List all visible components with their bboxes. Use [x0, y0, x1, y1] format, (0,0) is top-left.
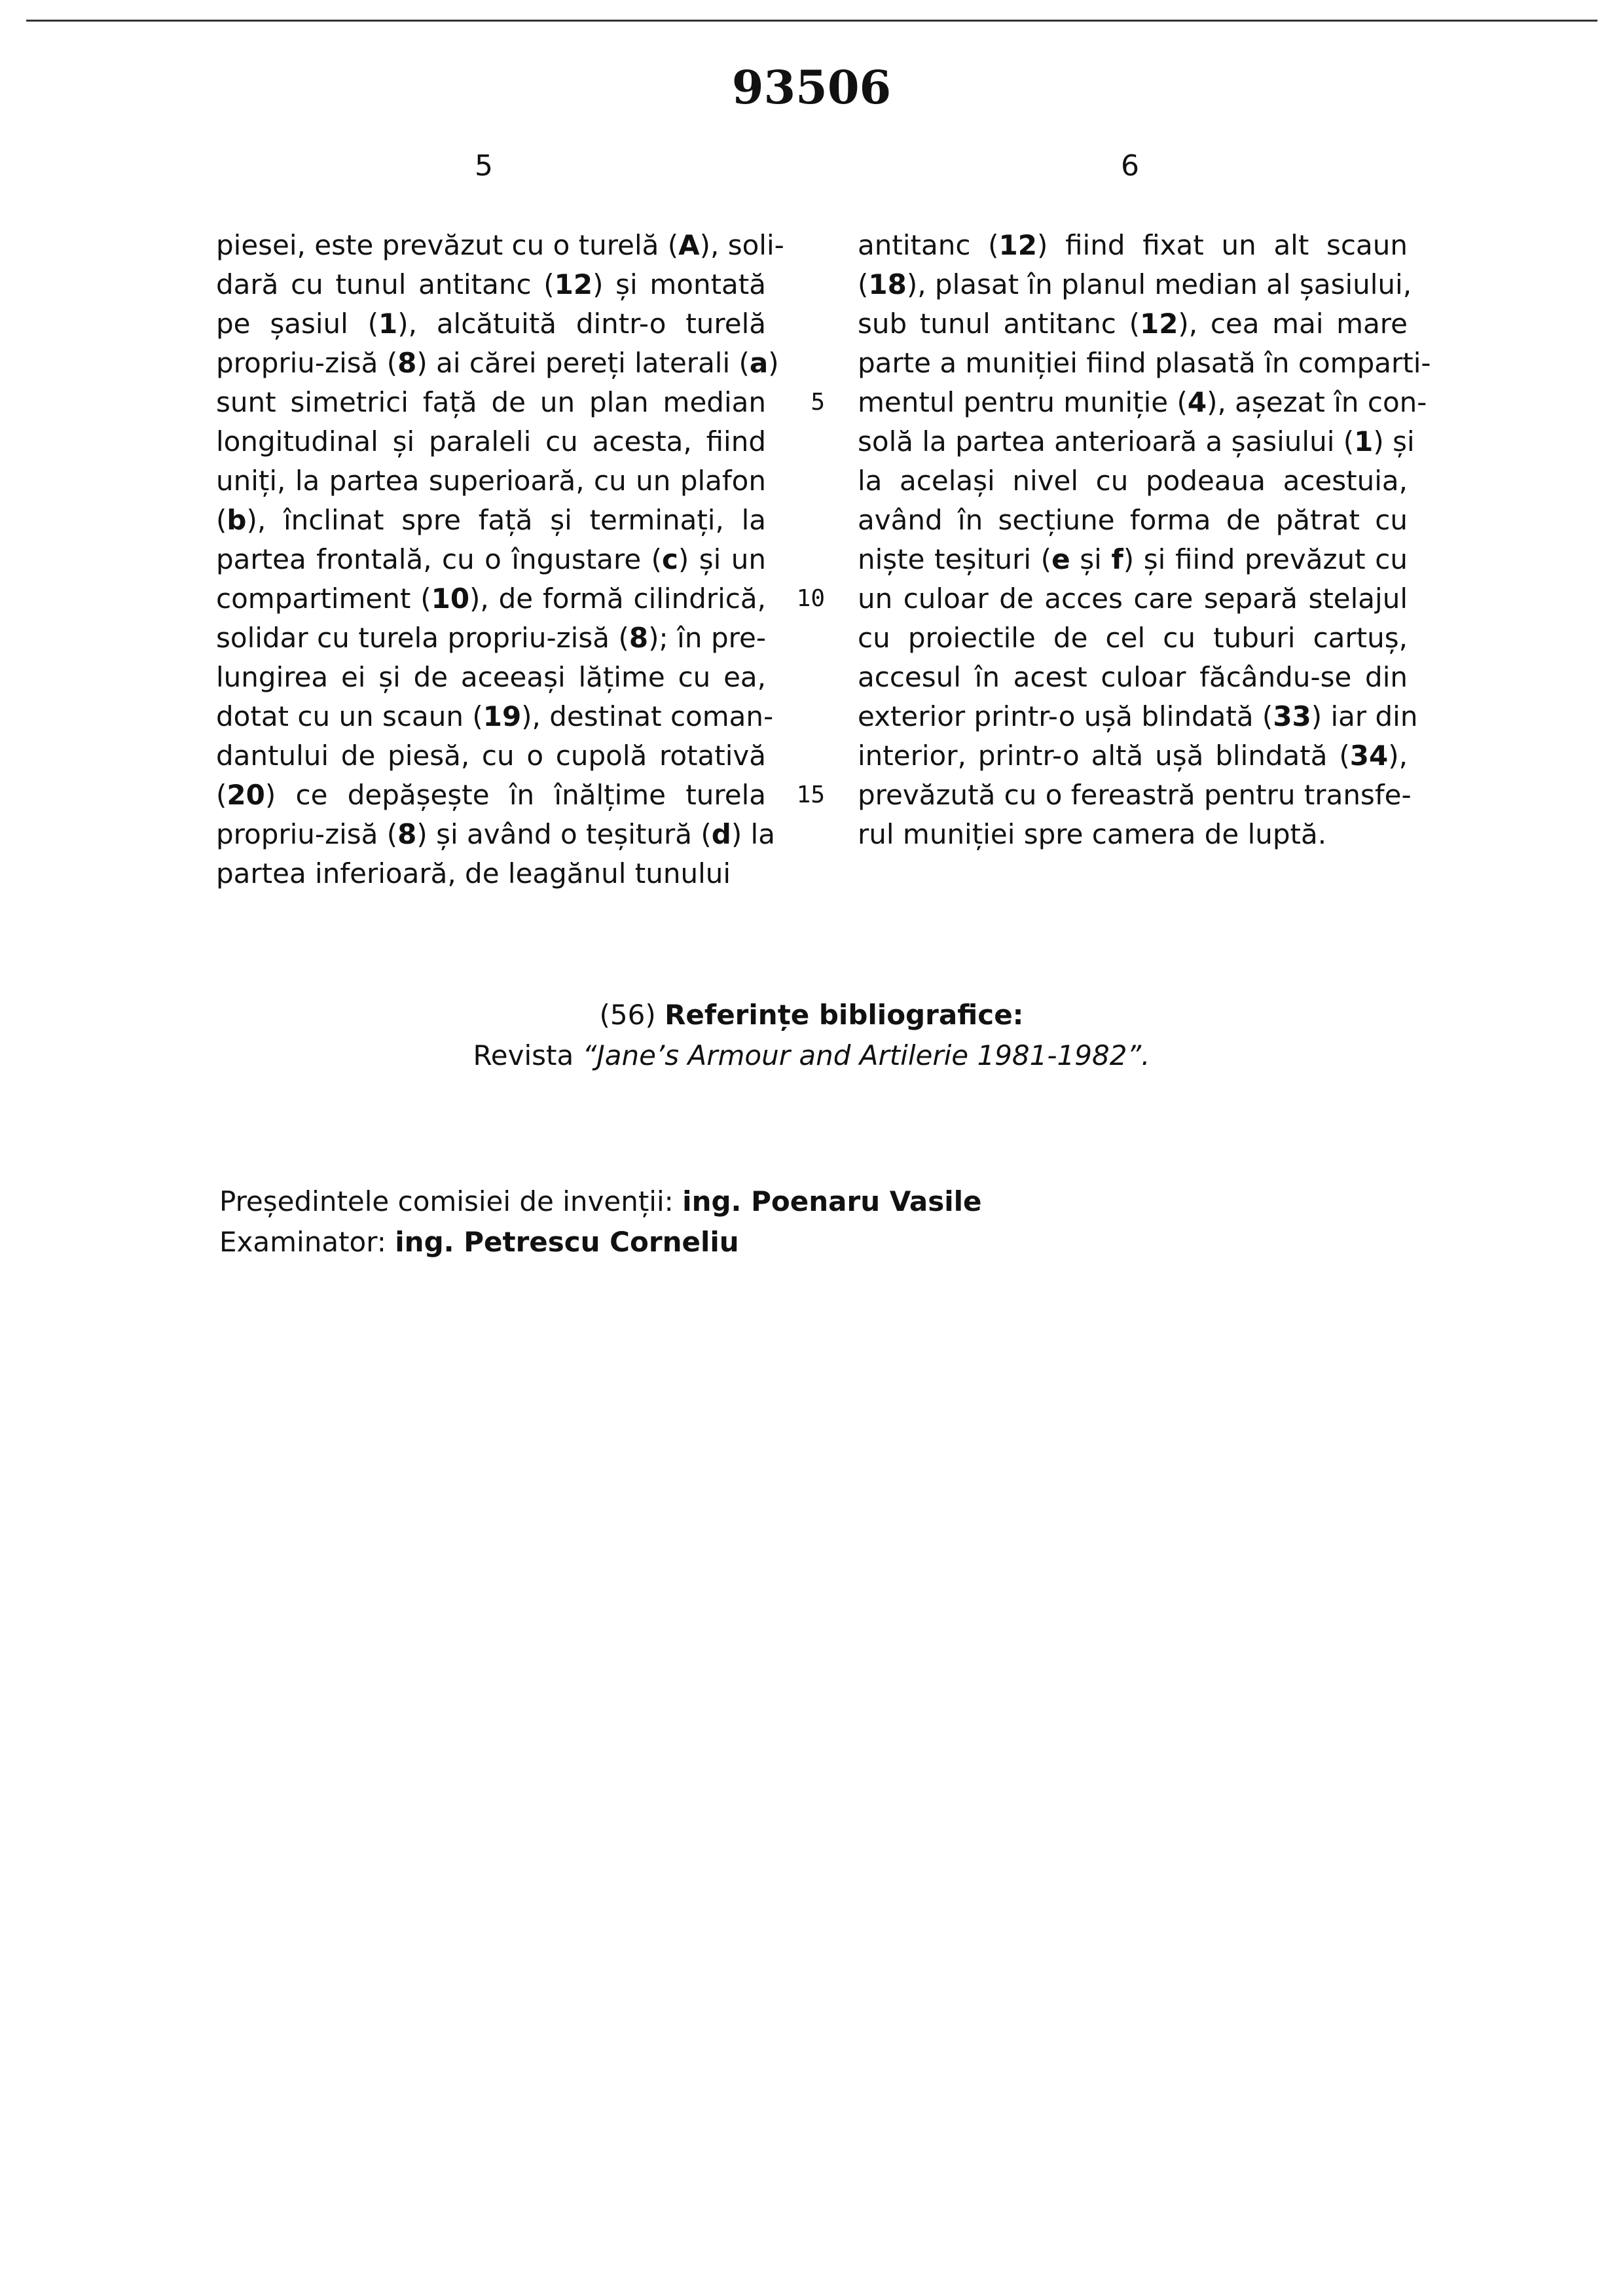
text-segment: niște teșituri ( — [858, 543, 1052, 575]
text-segment: sub tunul antitanc ( — [858, 308, 1140, 340]
text-segment: lungirea ei și de aceeași lățime cu ea, — [216, 661, 766, 693]
text-segment: ) și având o teșitură ( — [416, 818, 712, 850]
reference-numeral: 12 — [554, 268, 593, 300]
text-segment: ), așezat în con- — [1207, 386, 1427, 418]
examiner-name: ing. Petrescu Corneliu — [395, 1226, 739, 1258]
line-marker-15: 15 — [796, 781, 825, 808]
left-column-line — [216, 619, 766, 658]
text-segment: la același nivel cu podeaua acestuia, — [858, 465, 1408, 497]
text-segment: parte a muniției fiind plasată în comparti- — [858, 347, 1431, 379]
text-segment: ), destinat coman- — [521, 700, 774, 732]
text-segment: ) și montată — [593, 268, 766, 300]
right-column-line — [858, 501, 1408, 540]
right-column-line — [858, 697, 1418, 736]
citation-title: “Jane’s Armour and Artilerie 1981-1982”. — [582, 1039, 1150, 1071]
text-segment: partea inferioară, de leagănul tunului — [216, 857, 731, 889]
left-column-line — [216, 815, 775, 854]
text-segment: ) — [768, 347, 779, 379]
right-column-line — [858, 736, 1408, 776]
text-segment: ), alcătuită dintr-o turelă — [397, 308, 766, 340]
references-title: Referințe bibliografice: — [665, 999, 1024, 1031]
text-segment: accesul în acest culoar făcându-se din — [858, 661, 1408, 693]
reference-numeral: 1 — [378, 308, 398, 340]
text-segment: ); în pre- — [648, 622, 766, 654]
text-segment: și — [1070, 543, 1112, 575]
left-column-line — [216, 854, 766, 893]
right-column-line — [858, 815, 1408, 854]
reference-numeral: a — [749, 347, 769, 379]
reference-numeral: 4 — [1187, 386, 1207, 418]
text-segment: sunt simetrici față de un plan median — [216, 386, 766, 418]
reference-numeral: b — [227, 504, 247, 536]
reference-numeral: 8 — [397, 347, 417, 379]
president-name: ing. Poenaru Vasile — [682, 1185, 982, 1217]
text-segment: cu proiectile de cel cu tuburi cartuș, — [858, 622, 1408, 654]
text-segment: compartiment ( — [216, 583, 431, 615]
text-segment: antitanc ( — [858, 229, 999, 261]
reference-numeral: 34 — [1349, 740, 1389, 772]
examiner-label: Examinator: — [219, 1226, 386, 1258]
text-segment: exterior printr-o ușă blindată ( — [858, 700, 1273, 732]
right-column-line — [858, 579, 1408, 619]
reference-numeral: e — [1051, 543, 1070, 575]
left-column-line — [216, 304, 766, 344]
text-segment: ) ce depășește în înălțime turela — [264, 779, 766, 811]
right-column-line — [858, 304, 1408, 344]
president-line — [219, 1181, 982, 1222]
reference-numeral: c — [662, 543, 678, 575]
reference-numeral: 10 — [431, 583, 470, 615]
left-column-line — [216, 736, 766, 776]
references-citation — [0, 1035, 1623, 1076]
line-marker-5: 5 — [811, 389, 825, 416]
right-column-line — [858, 383, 1427, 422]
reference-numeral: 20 — [227, 779, 265, 811]
references-heading — [0, 995, 1623, 1035]
text-segment: partea frontală, cu o îngustare ( — [216, 543, 662, 575]
examiner-line — [219, 1222, 982, 1263]
text-segment: ) fiind fixat un alt scaun — [1036, 229, 1408, 261]
text-segment: ) și fiind prevăzut cu — [1123, 543, 1408, 575]
president-label: Președintele comisiei de invenții: — [219, 1185, 674, 1217]
top-rule — [26, 20, 1597, 22]
text-segment: longitudinal și paraleli cu acesta, fiind — [216, 425, 766, 457]
text-segment: ), înclinat spre față și terminați, la — [246, 504, 766, 536]
text-segment: ), de formă cilindrică, — [469, 583, 766, 615]
right-column-line — [858, 619, 1408, 658]
text-segment: prevăzută cu o fereastră pentru transfe- — [858, 779, 1412, 811]
patent-number: 93506 — [731, 60, 892, 115]
text-segment: dotat cu un scaun ( — [216, 700, 483, 732]
reference-numeral: 12 — [1139, 308, 1178, 340]
left-column-line — [216, 579, 766, 619]
left-column-line — [216, 226, 784, 265]
column-number-left: 5 — [475, 149, 493, 183]
text-segment: ( — [216, 504, 227, 536]
left-column-line — [216, 344, 779, 383]
reference-numeral: A — [678, 229, 700, 261]
right-column-line — [858, 461, 1408, 501]
credits-section — [219, 1181, 982, 1263]
text-segment: propriu-zisă ( — [216, 347, 398, 379]
text-segment: ) iar din — [1311, 700, 1418, 732]
right-column-line — [858, 265, 1412, 304]
reference-numeral: 1 — [1354, 425, 1374, 457]
right-column-line — [858, 658, 1408, 697]
text-segment: pe șasiul ( — [216, 308, 379, 340]
references-code: (56) — [599, 999, 656, 1031]
left-column-line — [216, 461, 766, 501]
left-column-line — [216, 697, 774, 736]
left-column-line — [216, 383, 766, 422]
right-text-column — [858, 226, 1431, 854]
left-column-line — [216, 540, 766, 579]
text-segment: solă la partea anterioară a șasiului ( — [858, 425, 1355, 457]
text-segment: solidar cu turela propriu-zisă ( — [216, 622, 629, 654]
left-column-line — [216, 422, 766, 461]
text-segment: interior, printr-o altă ușă blindată ( — [858, 740, 1350, 772]
text-segment: ( — [858, 268, 869, 300]
text-segment: ) și — [1373, 425, 1415, 457]
text-segment: ) și un — [678, 543, 766, 575]
text-segment: rul muniției spre camera de luptă. — [858, 818, 1327, 850]
references-section — [0, 995, 1623, 1076]
text-segment: ) ai cărei pereți laterali ( — [416, 347, 750, 379]
right-column-line — [858, 344, 1431, 383]
text-segment: ), cea mai mare — [1178, 308, 1408, 340]
citation-prefix: Revista — [473, 1039, 574, 1071]
text-segment: propriu-zisă ( — [216, 818, 398, 850]
text-segment: ) la — [731, 818, 775, 850]
text-segment: piesei, este prevăzut cu o turelă ( — [216, 229, 679, 261]
reference-numeral: 18 — [868, 268, 907, 300]
left-column-line — [216, 776, 766, 815]
text-segment: ), plasat în planul median al șasiului, — [906, 268, 1412, 300]
reference-numeral: 12 — [998, 229, 1037, 261]
text-segment: dantului de piesă, cu o cupolă rotativă — [216, 740, 766, 772]
line-marker-10: 10 — [796, 585, 825, 612]
column-number-right: 6 — [1121, 149, 1139, 183]
reference-numeral: 8 — [397, 818, 417, 850]
text-segment: ), soli- — [699, 229, 784, 261]
text-segment: un culoar de acces care separă stelajul — [858, 583, 1408, 615]
left-text-column — [216, 226, 784, 893]
reference-numeral: 19 — [483, 700, 522, 732]
left-column-line — [216, 265, 766, 304]
reference-numeral: d — [711, 818, 731, 850]
reference-numeral: f — [1111, 543, 1123, 575]
text-segment: ( — [216, 779, 227, 811]
reference-numeral: 8 — [629, 622, 649, 654]
right-column-line — [858, 226, 1408, 265]
right-column-line — [858, 776, 1412, 815]
left-column-line — [216, 501, 766, 540]
right-column-line — [858, 540, 1408, 579]
text-segment: având în secțiune forma de pătrat cu — [858, 504, 1408, 536]
right-column-line — [858, 422, 1415, 461]
text-segment: mentul pentru muniție ( — [858, 386, 1188, 418]
text-segment: ), — [1388, 740, 1408, 772]
reference-numeral: 33 — [1273, 700, 1311, 732]
text-segment: uniți, la partea superioară, cu un plafon — [216, 465, 766, 497]
text-segment: dară cu tunul antitanc ( — [216, 268, 555, 300]
left-column-line — [216, 658, 766, 697]
